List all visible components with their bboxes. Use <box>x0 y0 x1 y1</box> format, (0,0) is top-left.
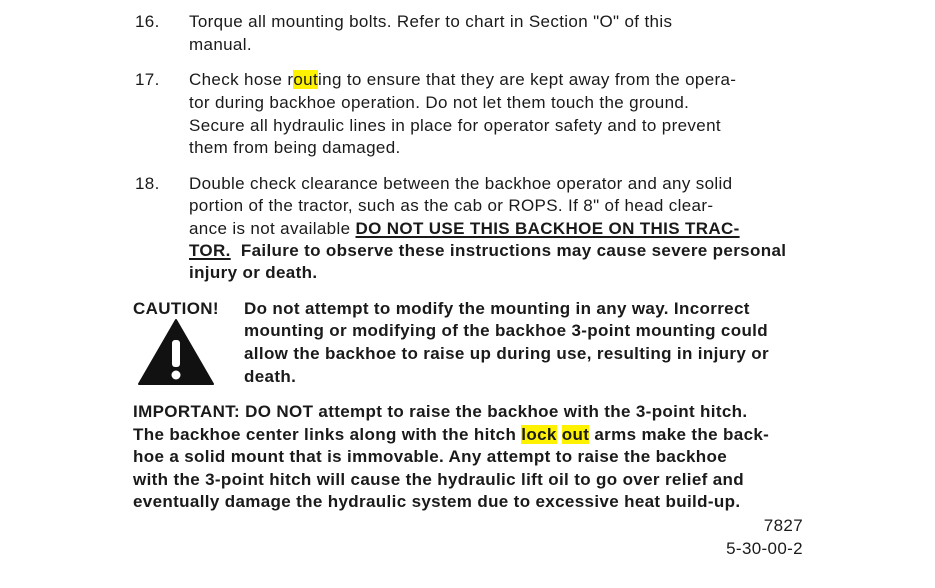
caution-line-2: mounting or modifying of the backhoe 3-point mounting could <box>244 321 768 340</box>
important-line-5: eventually damage the hydraulic system due to excessive heat build-up. <box>133 492 741 511</box>
caution-line-1: Do not attempt to modify the mounting in any way. Incorrect <box>244 299 750 318</box>
caution-label: CAUTION! <box>133 299 219 318</box>
item-18-line-5: injury or death. <box>189 263 318 282</box>
caution-line-3: allow the backhoe to raise up during use, resulting in injury or <box>244 344 769 363</box>
item-16-line-2: manual. <box>189 35 252 54</box>
item-number: 18. <box>135 174 160 193</box>
item-18-line-1: Double check clearance between the backhoe operator and any solid <box>189 174 733 193</box>
item-18-line-3 <box>189 218 740 241</box>
document-date: 5-30-00-2 <box>726 539 803 558</box>
important-line-2 <box>133 424 769 447</box>
important-line-4: with the 3-point hitch will cause the hydraulic lift oil to go over relief and <box>133 470 745 489</box>
text-span: The backhoe center links along with the hitch <box>133 425 522 444</box>
warning-triangle-icon <box>137 318 215 386</box>
warning-underlined-text: TOR. <box>189 241 231 260</box>
item-number: 17. <box>135 70 160 89</box>
important-line-1: IMPORTANT: DO NOT attempt to raise the backhoe with the 3-point hitch. <box>133 402 748 421</box>
text-span: arms make the back- <box>589 425 770 444</box>
item-16-line-1: Torque all mounting bolts. Refer to chart in Section "O" of this <box>189 12 673 31</box>
text-span: ance is not available <box>189 219 356 238</box>
text-span: ing to ensure that they are kept away from the opera- <box>318 70 737 89</box>
item-18-line-2: portion of the tractor, such as the cab or ROPS. If 8" of head clear- <box>189 196 714 215</box>
item-18-line-4 <box>189 240 786 263</box>
warning-underlined-text: DO NOT USE THIS BACKHOE ON THIS TRAC- <box>355 219 740 238</box>
item-17-line-2: tor during backhoe operation. Do not let them touch the ground. <box>189 93 690 112</box>
document-code: 7827 <box>763 516 803 535</box>
item-number: 16. <box>135 12 160 31</box>
text-span: Check hose r <box>189 70 294 89</box>
caution-line-4: death. <box>244 367 297 386</box>
item-17-line-3: Secure all hydraulic lines in place for operator safety and to prevent <box>189 116 721 135</box>
highlighted-text: lock <box>521 425 557 444</box>
highlighted-text: out <box>561 425 590 444</box>
warning-bold-text: Failure to observe these instructions may cause severe personal <box>230 241 787 260</box>
item-17-line-1 <box>189 69 736 92</box>
important-line-3: hoe a solid mount that is immovable. Any attempt to raise the backhoe <box>133 447 728 466</box>
item-17-line-4: them from being damaged. <box>189 138 401 157</box>
highlighted-text: out <box>293 70 319 89</box>
